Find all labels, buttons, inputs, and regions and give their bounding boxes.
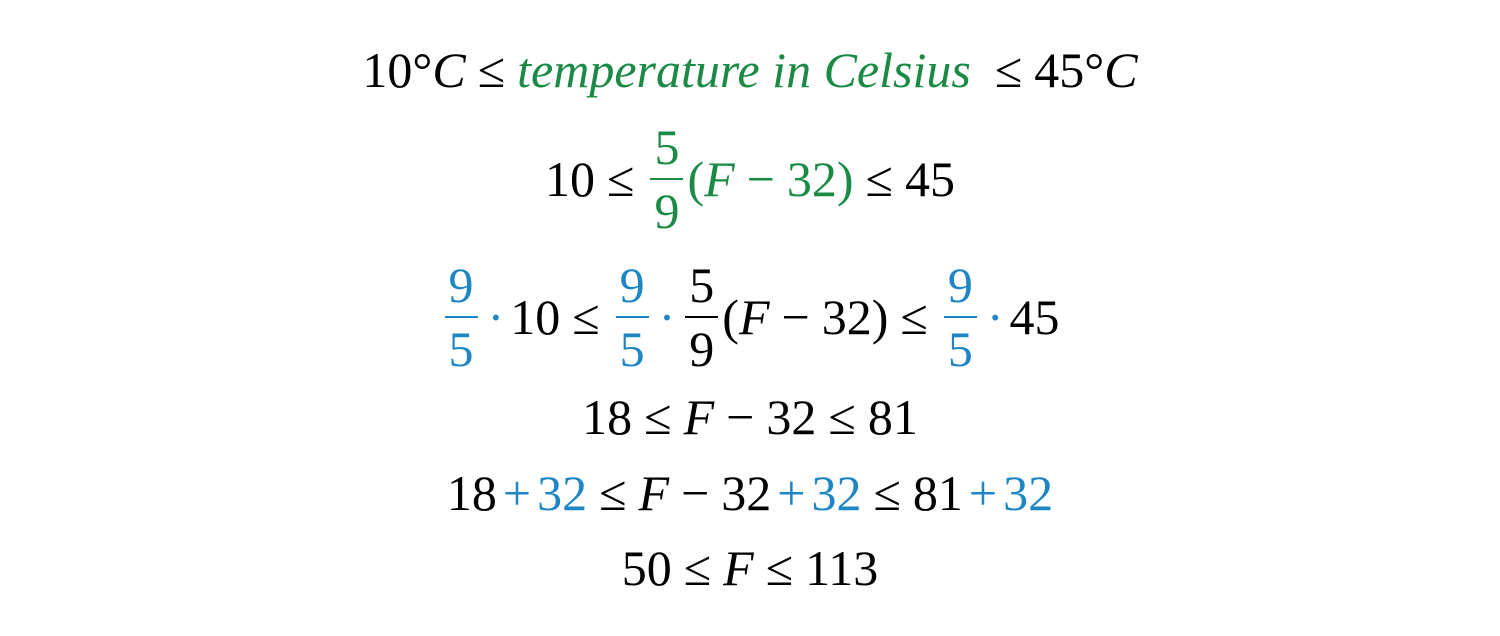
open-paren: (	[722, 289, 739, 345]
plus-sign: +	[502, 465, 532, 521]
fraction-bar	[685, 316, 718, 318]
multiply-dot: ·	[487, 289, 505, 345]
fraction-bar	[650, 178, 683, 180]
right-value: 113	[805, 540, 879, 596]
variable-f: F	[638, 465, 670, 521]
number-32: 32	[721, 465, 772, 521]
plus-32-term	[497, 465, 588, 521]
fraction-denominator: 9	[654, 183, 680, 239]
minus-sign: −	[726, 389, 755, 445]
multiply-dot: ·	[658, 289, 676, 345]
left-value: 18	[446, 465, 497, 521]
number-32: 32	[786, 151, 837, 207]
right-value: 81	[912, 465, 963, 521]
right-value: 45	[904, 151, 955, 207]
fraction-9-over-5	[616, 257, 649, 377]
fraction-denominator: 5	[448, 321, 474, 377]
number-32: 32	[537, 465, 588, 521]
right-value: 81	[867, 389, 918, 445]
plus-sign: +	[777, 465, 806, 521]
fraction-denominator: 9	[689, 321, 715, 377]
number-32: 32	[766, 389, 817, 445]
leq-symbol: ≤	[599, 465, 627, 521]
plus-sign: +	[968, 465, 998, 521]
variable-f: F	[704, 151, 735, 207]
equation-line-6	[0, 513, 1500, 623]
number-32: 32	[821, 289, 872, 345]
degree-symbol: °	[1084, 42, 1105, 98]
fraction-5-over-9	[685, 257, 718, 377]
leq-symbol: ≤	[765, 540, 794, 596]
unit-c-left: C	[432, 42, 466, 98]
right-value: 45	[1009, 289, 1060, 345]
plus-32-term	[963, 465, 1054, 521]
open-paren: (	[687, 151, 705, 207]
minus-sign: −	[681, 465, 710, 521]
variable-f: F	[738, 289, 770, 345]
number-32: 32	[1003, 465, 1054, 521]
fraction-9-over-5	[944, 257, 977, 377]
left-value: 18	[582, 389, 633, 445]
equation-line-3	[0, 257, 1500, 377]
multiply-dot: ·	[986, 289, 1004, 345]
number-32: 32	[811, 465, 862, 521]
fraction-numerator: 9	[448, 257, 474, 313]
leq-symbol: ≤	[873, 465, 901, 521]
unit-c-right: C	[1104, 42, 1138, 98]
left-value: 10	[545, 151, 596, 207]
leq-symbol: ≤	[572, 289, 600, 345]
leq-symbol: ≤	[607, 151, 635, 207]
fraction-bar	[616, 316, 649, 318]
variable-f: F	[723, 540, 754, 596]
close-paren: )	[836, 151, 854, 207]
fraction-numerator: 5	[689, 257, 715, 313]
minus-sign: −	[781, 289, 810, 345]
right-value: 45	[1034, 42, 1085, 98]
leq-symbol: ≤	[994, 42, 1023, 98]
fraction-bar	[944, 316, 977, 318]
fraction-5-over-9	[650, 119, 683, 239]
equation-line-1	[0, 15, 1500, 125]
plus-32-term	[771, 465, 862, 521]
variable-f: F	[683, 389, 715, 445]
left-value: 10	[362, 42, 413, 98]
leq-symbol: ≤	[865, 151, 893, 207]
fraction-numerator: 9	[619, 257, 645, 313]
degree-symbol: °	[412, 42, 433, 98]
temperature-in-celsius: temperature in Celsius	[517, 42, 971, 98]
fraction-numerator: 9	[947, 257, 973, 313]
leq-symbol: ≤	[644, 389, 672, 445]
left-value: 10	[510, 289, 561, 345]
leq-symbol: ≤	[683, 540, 712, 596]
leq-symbol: ≤	[477, 42, 506, 98]
green-expression	[646, 119, 854, 239]
equation-line-2	[0, 119, 1500, 239]
fraction-9-over-5	[445, 257, 478, 377]
fraction-denominator: 5	[619, 321, 645, 377]
fraction-bar	[445, 316, 478, 318]
leq-symbol: ≤	[828, 389, 856, 445]
fraction-denominator: 5	[947, 321, 973, 377]
fraction-numerator: 5	[654, 119, 680, 175]
close-paren: )	[871, 289, 889, 345]
left-value: 50	[621, 540, 672, 596]
minus-sign: −	[746, 151, 775, 207]
leq-symbol: ≤	[900, 289, 928, 345]
